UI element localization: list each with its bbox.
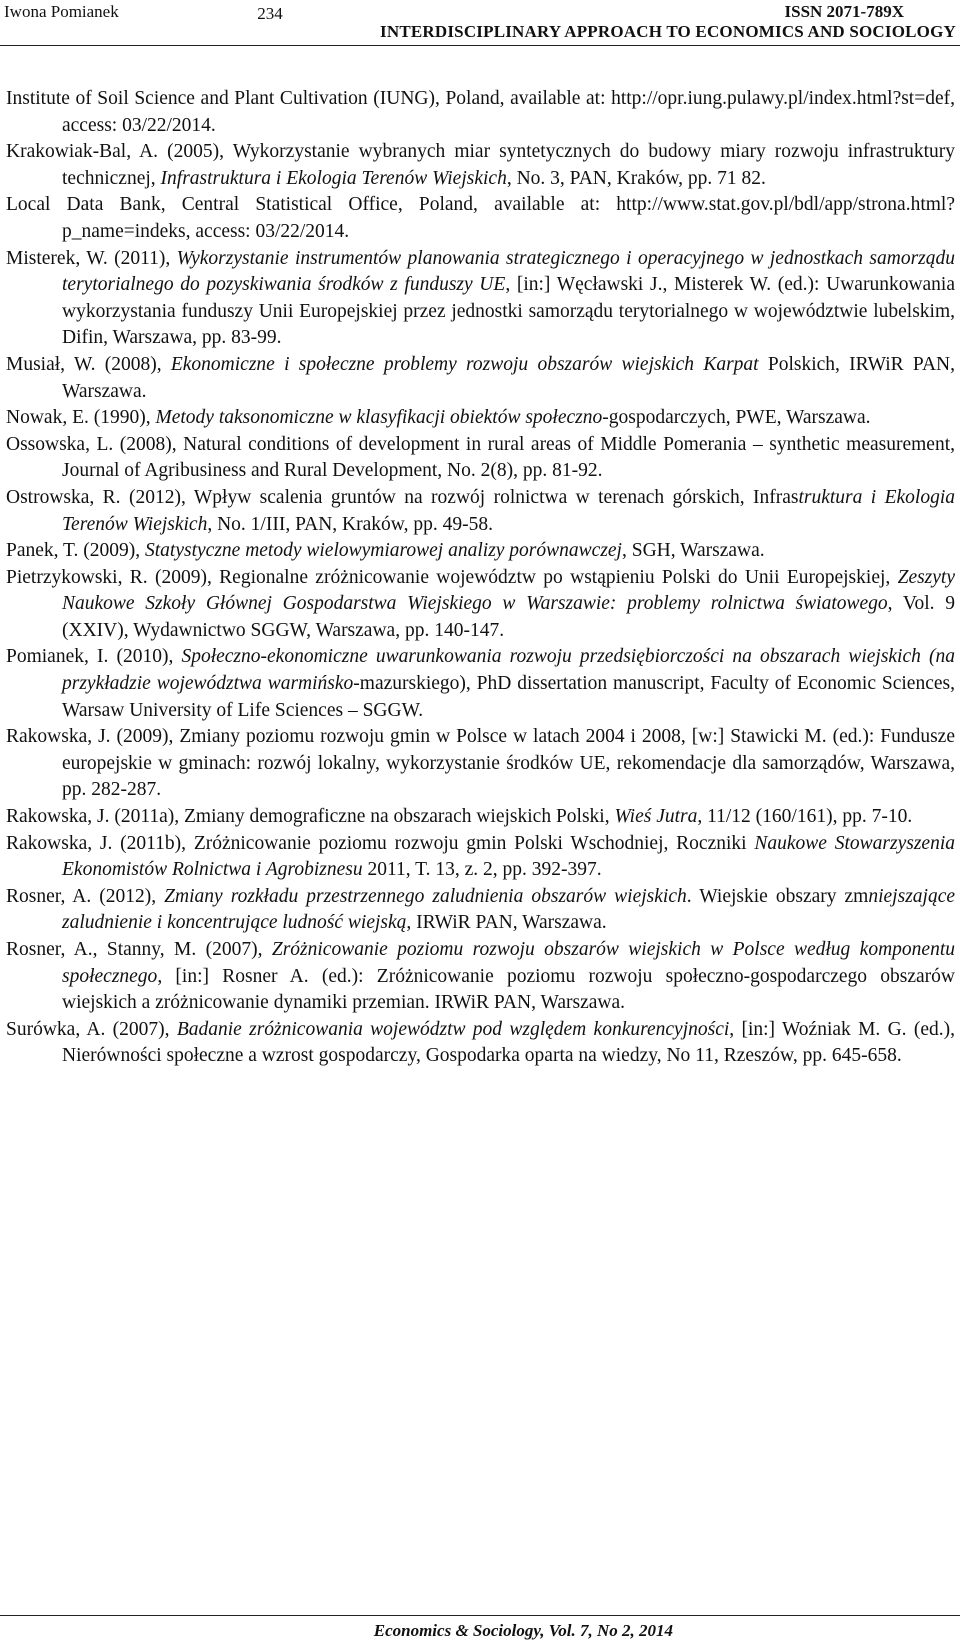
reference-text: , IRWiR PAN, Warszawa. [406, 912, 607, 934]
reference-entry [6, 644, 955, 724]
reference-text: , Vol. 9 (XXIV), Wydawnictwo SGGW, Warszawa, pp. 140-147. [62, 593, 956, 641]
issn: ISSN 2071-789X [784, 2, 904, 21]
reference-italic-title: Zróżnicowanie poziomu rozwoju obszarów wiejskich w Polsce według komponentu społecznego [62, 939, 955, 987]
reference-italic-title: truktura i Ekologia Terenów Wiejskich [62, 486, 955, 535]
reference-italic-title: niejszające zaludnienie i koncentrujące ludność wiejską [62, 885, 956, 934]
page-footer [0, 1621, 960, 1641]
reference-text: Rosner, A., Stanny, M. (2007), [6, 939, 272, 960]
reference-entry [6, 432, 955, 485]
reference-text: 2011, T. 13, z. 2, pp. 392-397. [362, 859, 602, 881]
reference-text: Rosner, A. (2012), [6, 885, 165, 907]
reference-entry [6, 724, 955, 804]
reference-italic-title: Metody taksonomiczne w klasyfikacji obiektów społeczno [155, 407, 603, 429]
reference-italic-title: Społeczno-ekonomiczne uwarunkowania rozwoju przedsiębiorczości na obszarach wiejskich (na przykładzie województwa warmińsko [62, 646, 955, 695]
reference-entry [6, 405, 955, 432]
reference-italic-title: Ekonomiczne i społeczne problemy rozwoju obszarów wiejskich Karpat [170, 353, 759, 375]
reference-entry [6, 1017, 955, 1070]
reference-entry [6, 538, 955, 565]
reference-text: Pietrzykowski, R. (2009), Regionalne zróżnicowanie województw po wstąpieniu Polski do Unii Europejskiej, [6, 566, 898, 588]
reference-text: -mazurskiego), PhD dissertation manuscript, Faculty of Economic Sciences, Warsaw University of Life Sciences – SGGW. [62, 673, 955, 721]
reference-entry [6, 937, 955, 1017]
reference-text: Surówka, A. (2007), [6, 1018, 177, 1040]
reference-entry [6, 352, 955, 405]
reference-text: Musiał, W. (2008), [6, 353, 171, 375]
reference-text: Krakowiak-Bal, A. (2005), Wykorzystanie wybranych miar syntetycznych do budowy miary rozwoju infrastruktury technicznej, [6, 141, 955, 189]
reference-text: Ossowska, L. (2008), Natural conditions of development in rural areas of Middle Pomerania – synthetic measurement, Journal of Agribusiness and Rural Development, No. 2(8), pp. 81-92. [6, 433, 955, 482]
reference-text: , 11/12 (160/161), pp. 7-10. [697, 806, 913, 828]
reference-text: Local Data Bank, Central Statistical Office, Poland, available at: http://www.stat.gov.pl/bdl/app/strona.html?p_name=indeks, access: 03/22/2014. [6, 194, 955, 242]
reference-entry [6, 86, 955, 139]
running-head-author: Iwona Pomianek [4, 2, 119, 21]
reference-text: , SGH, Warszawa. [621, 540, 765, 562]
reference-entry [6, 246, 955, 352]
header-rule [0, 45, 960, 46]
reference-text: Polskich, IRWiR PAN, Warszawa. [62, 353, 956, 402]
reference-text: Rakowska, J. (2011b), Zróżnicowanie poziomu rozwoju gmin Polski Wschodniej, Roczniki [6, 832, 755, 854]
reference-entry [6, 192, 955, 245]
reference-text: . Wiejskie obszary zm [686, 885, 869, 907]
reference-text: Ostrowska, R. (2012), Wpływ scalenia gruntów na rozwój rolnictwa w terenach górskich, Infras [6, 486, 799, 508]
reference-entry [6, 565, 955, 645]
reference-italic-title: Naukowe Stowarzyszenia Ekonomistów Rolnictwa i Agrobiznesu [62, 832, 955, 881]
reference-entry [6, 804, 955, 831]
reference-text: , [in:] Węcławski J., Misterek W. (ed.): Uwarunkowania wykorzystania funduszy Unii Europejskiej przez jednostki samorządu terytorialnego w województwie lubelskim, Difin, Warszawa, pp. 83-99. [62, 274, 956, 349]
reference-text: Panek, T. (2009), [6, 540, 146, 562]
reference-italic-title: Wykorzystanie instrumentów planowania strategicznego i operacyjnego w jednostkach samorządu terytorialnego do pozyskiwania środków z funduszy UE [62, 247, 956, 296]
reference-entry [6, 139, 955, 192]
reference-text: -gospodarczych, PWE, Warszawa. [602, 407, 871, 429]
reference-italic-title: Badanie zróżnicowania województw pod względem konkurencyjności [176, 1018, 730, 1040]
reference-entry [6, 884, 955, 937]
page-header [0, 0, 960, 48]
reference-text: Nowak, E. (1990), [6, 407, 156, 429]
reference-text: , No. 3, PAN, Kraków, pp. 71 82. [506, 167, 766, 189]
reference-entry [6, 831, 955, 884]
reference-italic-title: Infrastruktura i Ekologia Terenów Wiejskich [160, 167, 507, 189]
reference-italic-title: Zmiany rozkładu przestrzennego zaludnienia obszarów wiejskich [164, 885, 687, 907]
reference-text: Pomianek, I. (2010), [6, 646, 182, 668]
reference-italic-title: Wieś Jutra [614, 806, 698, 828]
reference-list [6, 86, 955, 1070]
page-number: 234 [257, 4, 283, 23]
reference-text: Misterek, W. (2011), [6, 247, 177, 269]
running-head-journal: INTERDISCIPLINARY APPROACH TO ECONOMICS AND SOCIOLOGY [380, 22, 956, 41]
reference-italic-title: Statystyczne metody wielowymiarowej analizy porównawczej [145, 540, 622, 562]
reference-entry [6, 485, 955, 538]
reference-text: , [in:] Rosner A. (ed.): Zróżnicowanie poziomu rozwoju społeczno-gospodarczego obszarów wiejskich a zróżnicowanie dynamiki przemian. IRWiR PAN, Warszawa. [62, 965, 955, 1014]
reference-text: Rakowska, J. (2011a), Zmiany demograficzne na obszarach wiejskich Polski, [6, 806, 615, 828]
reference-italic-title: Zeszyty Naukowe Szkoły Głównej Gospodarstwa Wiejskiego w Warszawie: problemy rolnictwa światowego [62, 566, 955, 615]
reference-text: Institute of Soil Science and Plant Cultivation (IUNG), Poland, available at: http://opr.iung.pulawy.pl/index.html?st=def, access: 03/22/2014. [6, 88, 955, 136]
reference-text: Rakowska, J. (2009), Zmiany poziomu rozwoju gmin w Polsce w latach 2004 i 2008, [w:] Stawicki M. (ed.): Fundusze europejskie w gminach: rozwój lokalny, wykorzystanie środków UE, rekomendacje dla samorządów, Warszawa, pp. 282-287. [6, 726, 955, 801]
reference-text: , [in:] Woźniak M. G. (ed.), Nierówności społeczne a wzrost gospodarczy, Gospodarka oparta na wiedzy, No 11, Rzeszów, pp. 645-658. [62, 1018, 955, 1067]
footer-citation: Economics & Sociology, Vol. 7, No 2, 2014 [373, 1621, 673, 1640]
reference-text: , No. 1/III, PAN, Kraków, pp. 49-58. [207, 513, 493, 535]
footer-rule [0, 1615, 960, 1616]
